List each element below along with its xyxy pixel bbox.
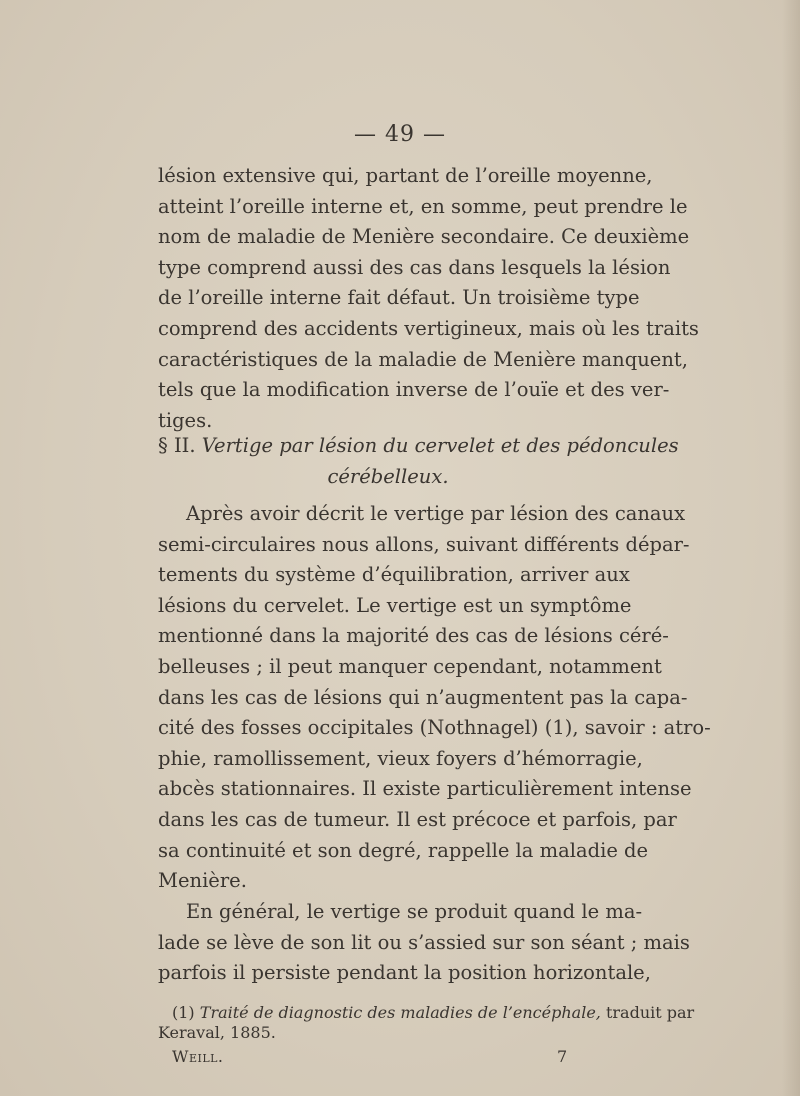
text-line: belleuses ; il peut manquer cependant, notamment: [158, 655, 662, 678]
text-line: tiges.: [158, 409, 213, 432]
text-line: cité des fosses occipitales (Nothnagel) (1), savoir : atro-: [158, 716, 711, 739]
text-line: comprend des accidents vertigineux, mais où les traits: [158, 317, 699, 340]
section-title: Vertige par lésion du cervelet et des pédoncules: [201, 434, 679, 457]
text-line: atteint l’oreille interne et, en somme, peut prendre le: [158, 195, 688, 218]
text-line: dans les cas de tumeur. Il est précoce et parfois, par: [158, 808, 677, 831]
text-line: mentionné dans la majorité des cas de lésions céré-: [158, 624, 669, 647]
text-line: lésions du cervelet. Le vertige est un symptôme: [158, 594, 632, 617]
footnote-title: Traité de diagnostic des maladies de l’encéphale,: [199, 1003, 601, 1022]
text-line: sa continuité et son degré, rappelle la maladie de: [158, 839, 649, 862]
text-line: En général, le vertige se produit quand le ma-: [186, 900, 643, 923]
signature-sheet: 7: [557, 1047, 568, 1066]
text-line: caractéristiques de la maladie de Menière manquent,: [158, 348, 688, 371]
text-line: Menière.: [158, 869, 247, 892]
text-line: phie, ramollissement, vieux foyers d’hémorragie,: [158, 747, 643, 770]
text-line: lade se lève de son lit ou s’assied sur son séant ; mais: [158, 931, 690, 954]
text-line: nom de maladie de Menière secondaire. Ce deuxième: [158, 225, 690, 248]
text-line: Après avoir décrit le vertige par lésion des canaux: [186, 502, 686, 525]
footnote-marker: (1): [172, 1003, 195, 1022]
page-number: — 49 —: [354, 122, 446, 147]
footnote-line: Keraval, 1885.: [158, 1023, 276, 1042]
text-line: dans les cas de lésions qui n’augmentent pas la capa-: [158, 686, 688, 709]
text-line: semi-circulaires nous allons, suivant différents dépar-: [158, 533, 690, 556]
text-line: abcès stationnaires. Il existe particulièrement intense: [158, 777, 692, 800]
section-number: § II.: [158, 434, 196, 457]
footnote-text: traduit par: [605, 1003, 695, 1022]
text-line: tels que la modification inverse de l’ouïe et des ver-: [158, 378, 670, 401]
section-title-continued: cérébelleux.: [327, 465, 449, 488]
text-line: de l’oreille interne fait défaut. Un troisième type: [158, 286, 640, 309]
text-line: parfois il persiste pendant la position horizontale,: [158, 961, 651, 984]
signature-author: Weill.: [172, 1047, 224, 1066]
text-line: tements du système d’équilibration, arriver aux: [158, 563, 630, 586]
text-line: type comprend aussi des cas dans lesquels la lésion: [158, 256, 671, 279]
text-line: lésion extensive qui, partant de l’oreille moyenne,: [158, 164, 653, 187]
